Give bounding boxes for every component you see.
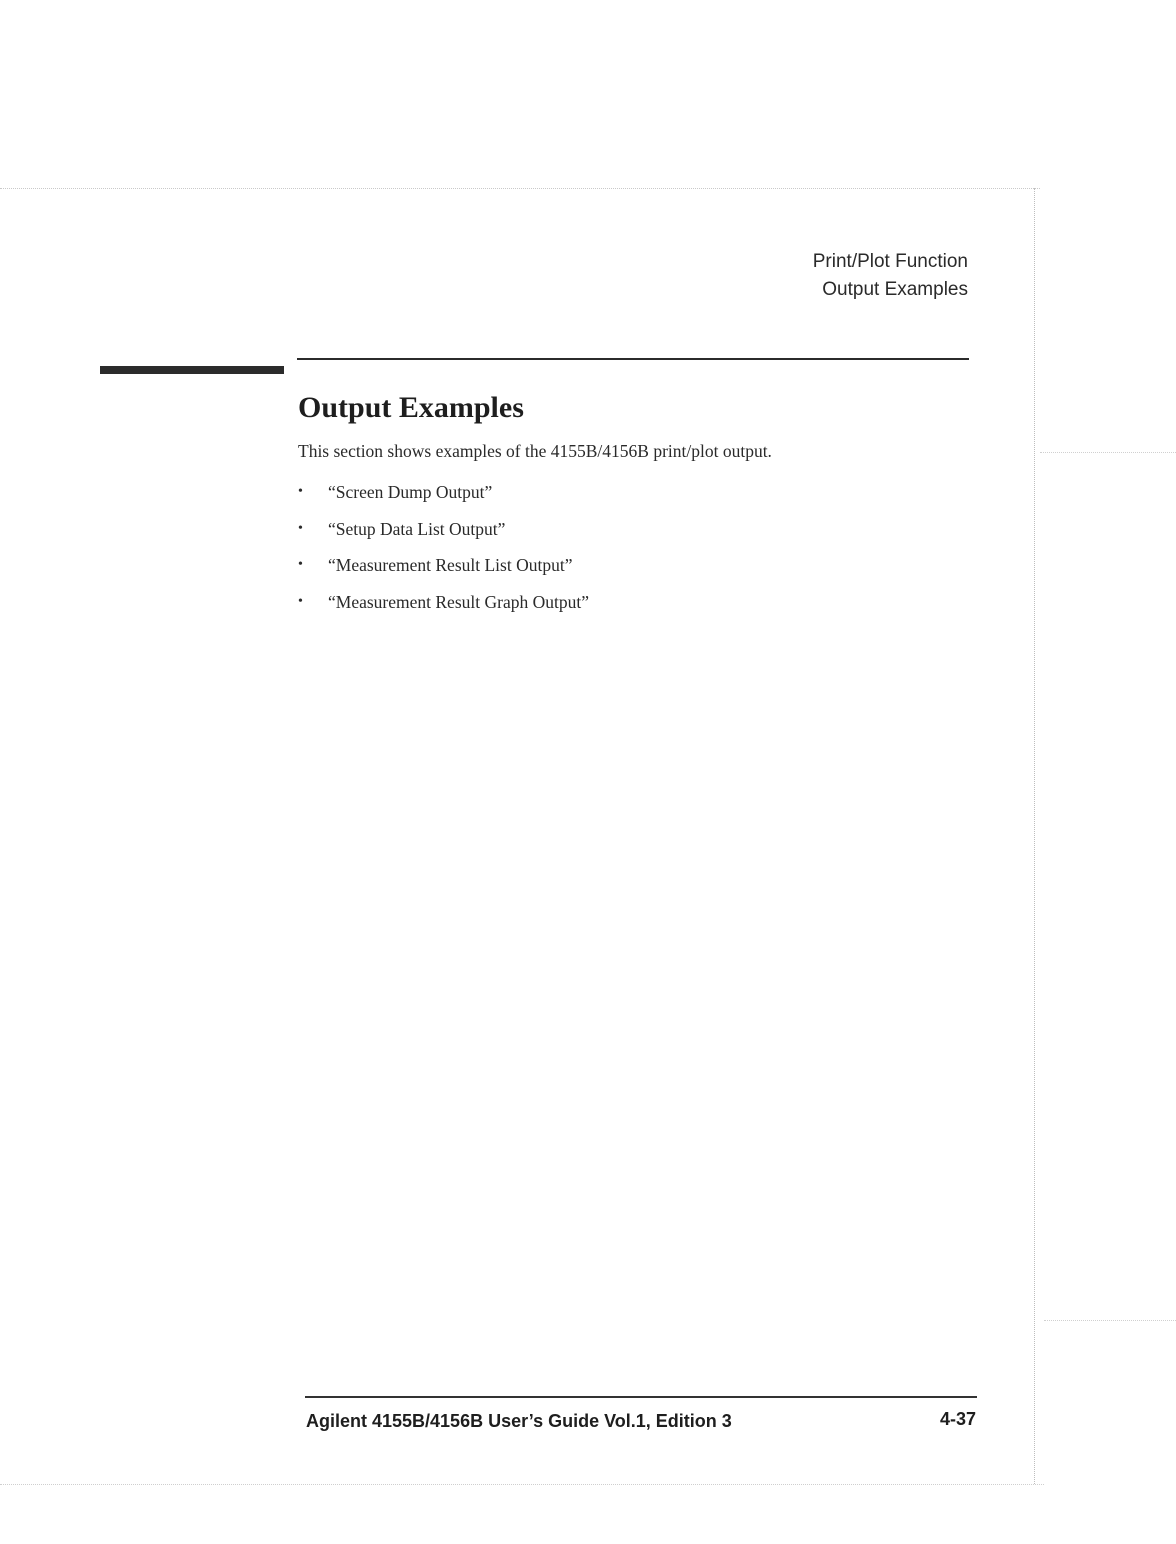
bullet-icon: • <box>298 520 303 536</box>
running-head-section: Output Examples <box>822 279 968 300</box>
list-item <box>298 588 589 625</box>
scan-edge-side-lower <box>1044 1320 1176 1321</box>
list-item-text: “Measurement Result List Output” <box>328 555 573 575</box>
footer-title: Agilent 4155B/4156B User’s Guide Vol.1, Edition 3 <box>306 1411 732 1431</box>
bullet-icon: • <box>298 484 303 499</box>
section-marker-bar <box>100 366 284 374</box>
section-divider <box>297 358 969 360</box>
scan-edge-top <box>0 188 1040 189</box>
list-item-text: “Screen Dump Output” <box>328 482 493 502</box>
section-intro: This section shows examples of the 4155B/4156B print/plot output. <box>298 441 772 461</box>
page-number: 4-37 <box>939 1409 976 1429</box>
scan-edge-right <box>1034 188 1035 1484</box>
running-head <box>813 248 968 304</box>
output-examples-list <box>298 478 589 624</box>
scan-edge-side-upper <box>1040 452 1176 453</box>
list-item-text: “Setup Data List Output” <box>328 518 506 539</box>
footer-divider <box>305 1396 977 1398</box>
section-title: Output Examples <box>298 391 524 424</box>
list-item <box>298 515 589 552</box>
list-item <box>298 551 589 588</box>
bullet-icon: • <box>298 557 303 572</box>
bullet-icon: • <box>298 593 303 609</box>
running-head-chapter: Print/Plot Function <box>812 251 968 272</box>
list-item-text: “Measurement Result Graph Output” <box>328 591 589 612</box>
list-item <box>298 478 589 515</box>
scan-edge-bottom <box>0 1484 1044 1485</box>
